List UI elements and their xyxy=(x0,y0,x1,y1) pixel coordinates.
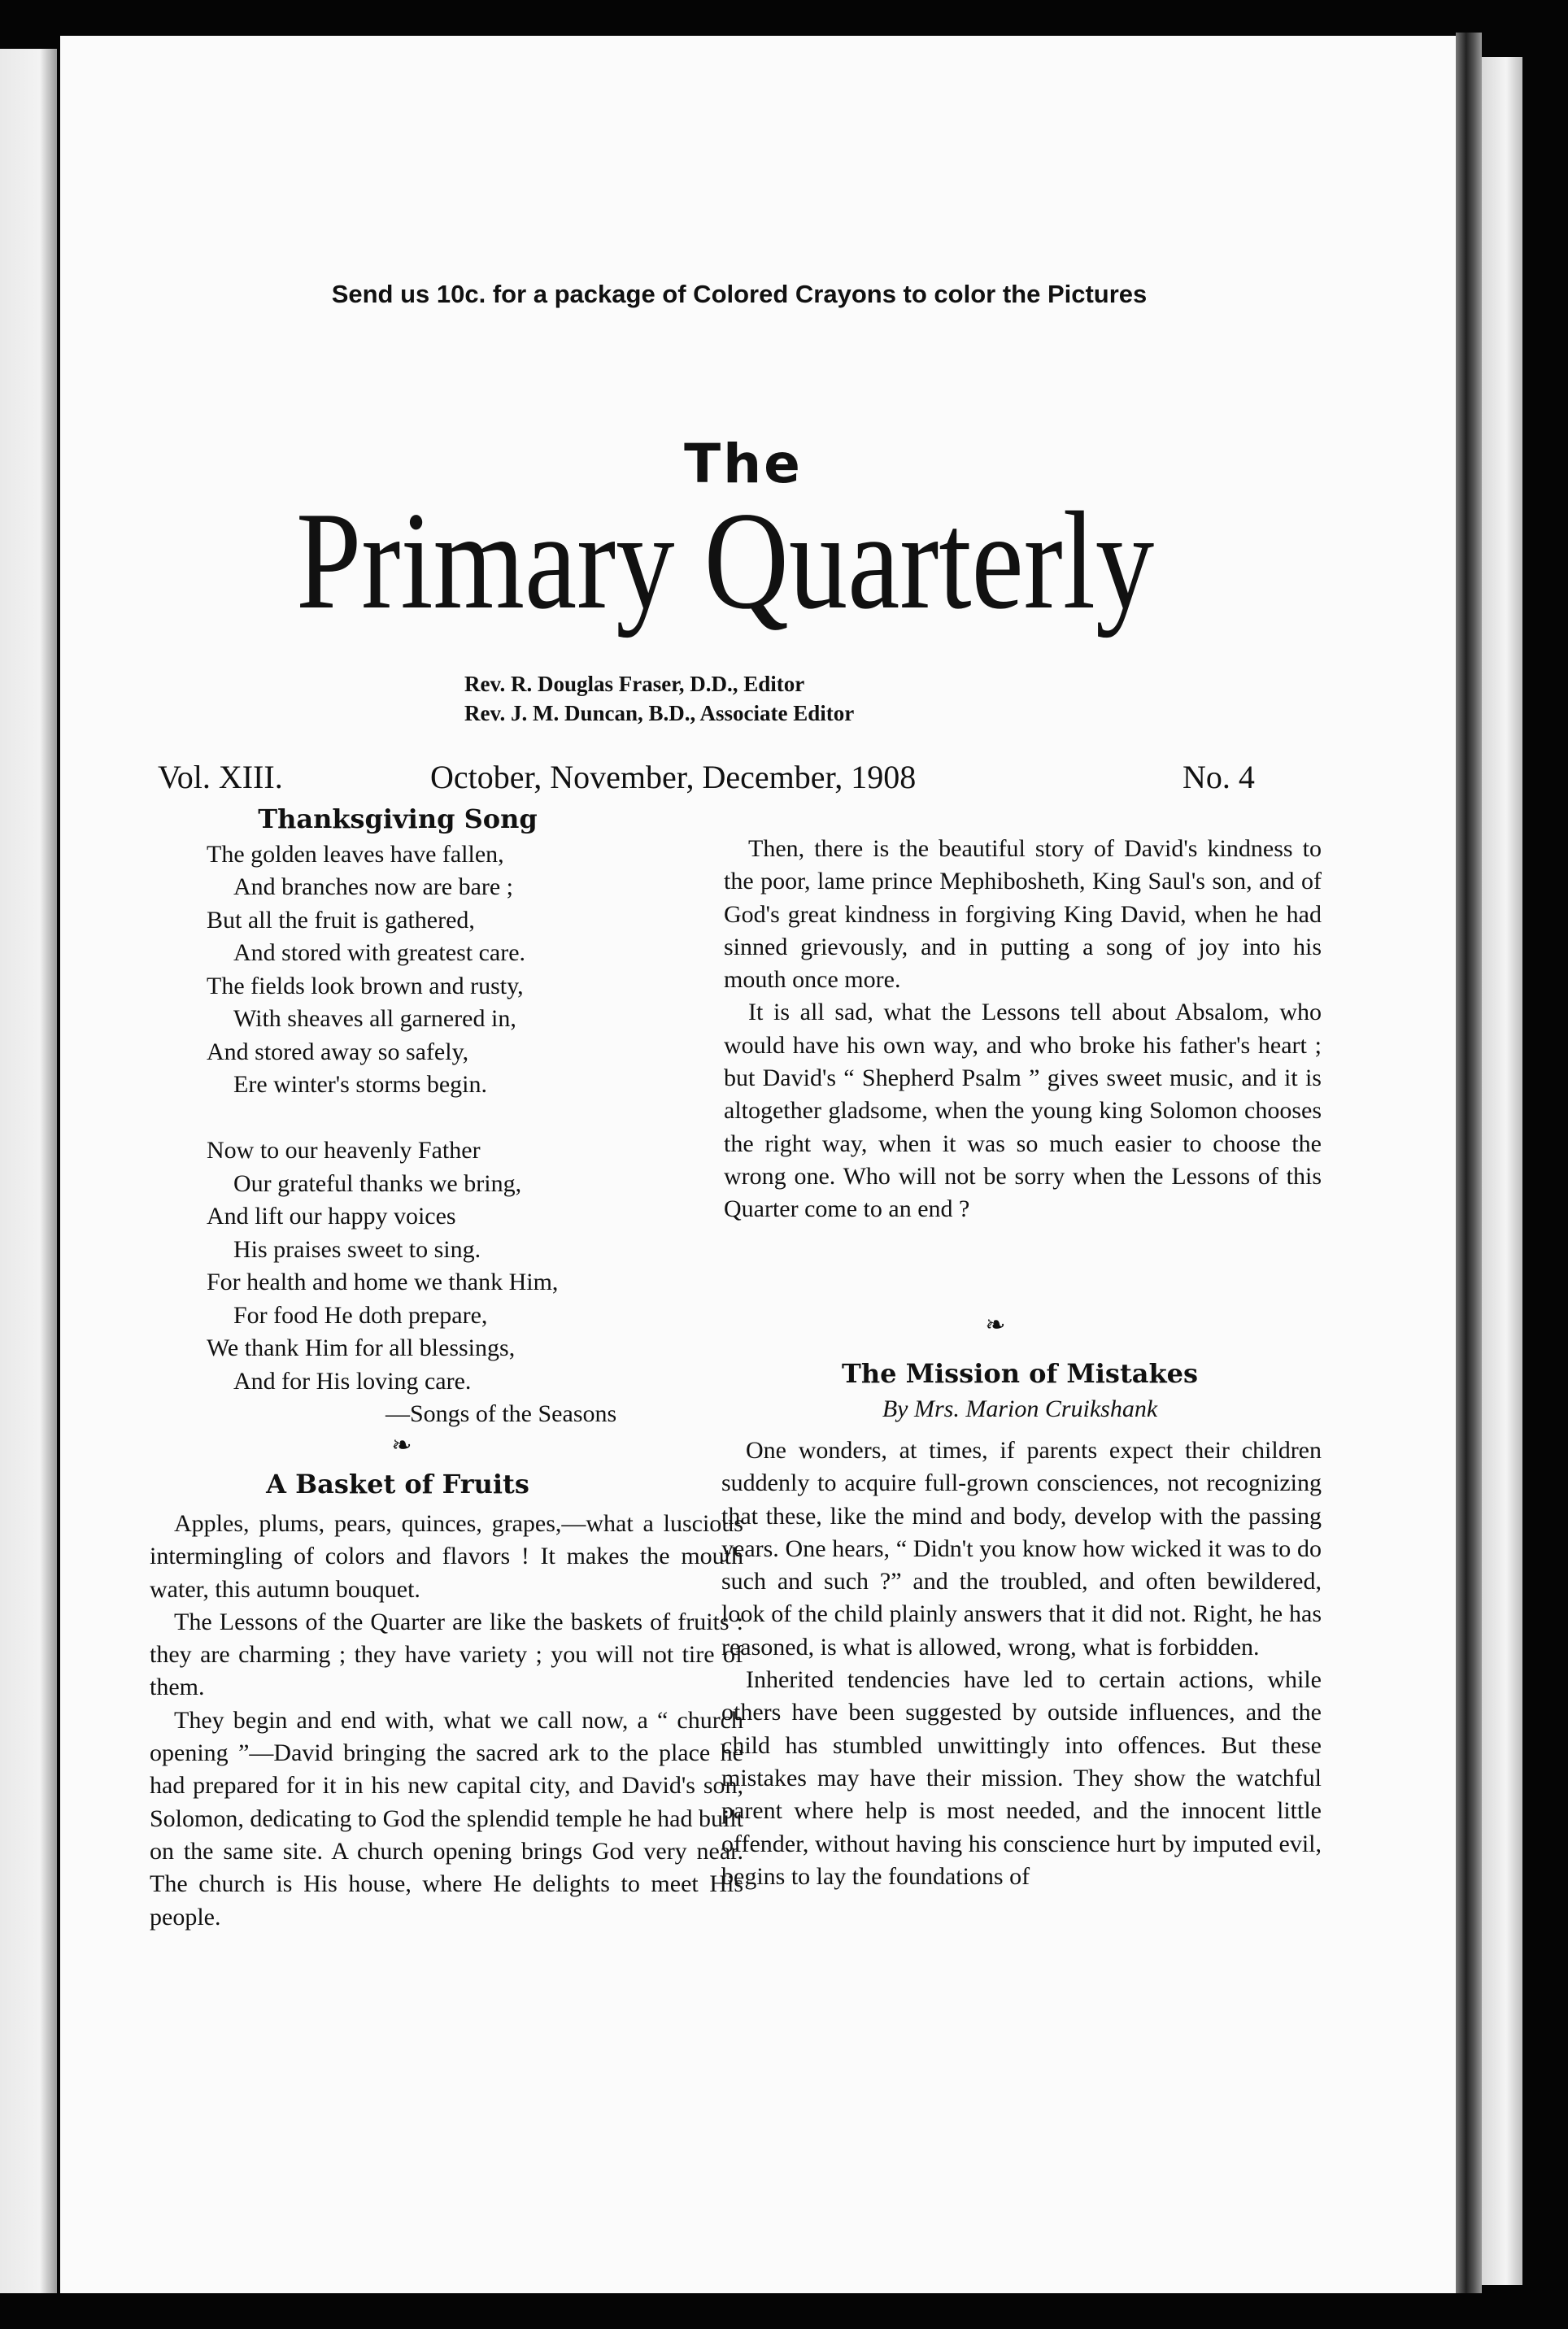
mission-byline: By Mrs. Marion Cruikshank xyxy=(882,1395,1158,1422)
paragraph: One wonders, at times, if parents expect their children suddenly to acquire full-grown consciences, not recognizing that these, like the mind and body, develop with the passing years. One hears, “ Didn't you know how wicked it was to do such and such ?” and the troubled, and often bewildered, look of the child plainly answers that it did not. Right, he has reasoned, is what is allowed, wrong, what is forbidden. xyxy=(721,1437,1322,1661)
poem-line: But all the fruit is gathered, xyxy=(207,907,475,934)
paragraph: It is all sad, what the Lessons tell about Absalom, who would have his own way, and who broke his father's heart ; but David's “ Shepherd Psalm ” gives sweet music, and it is altogether gladsome, when the young king Solomon chooses the right way, when it was so much easier to choose the wrong one. Who will not be sorry when the Lessons of this Quarter come to an end ? xyxy=(724,999,1322,1223)
poem-line: And branches now are bare ; xyxy=(233,873,514,900)
poem-line: And for His loving care. xyxy=(233,1368,472,1395)
issue-months: October, November, December, 1908 xyxy=(430,759,917,795)
poem-attribution: —Songs of the Seasons xyxy=(385,1400,617,1427)
crayons-promo: Send us 10c. for a package of Colored Crayons to color the Pictures xyxy=(331,280,1148,308)
paragraph: They begin and end with, what we call now, a “ church opening ”—David bringing the sacred ark to the place he had prepared for it in his new capital city, and David's son, Solomon, dedicating to God the splendid temple he had built on the same site. A church opening brings God very near. The church is His house, where He delights to meet His people. xyxy=(150,1706,743,1931)
masthead-title: Primary Quarterly xyxy=(296,484,1155,638)
mission-article xyxy=(721,1434,1322,1893)
poem-line: For food He doth prepare, xyxy=(233,1302,488,1329)
poem-line: The fields look brown and rusty, xyxy=(207,973,524,999)
basket-article-continued xyxy=(724,833,1322,1226)
paragraph: The Lessons of the Quarter are like the baskets of fruits : they are charming ; they have variety ; you will not tire of them. xyxy=(150,1608,743,1701)
scan-binding-shadow xyxy=(1456,33,1482,2293)
paragraph: Apples, plums, pears, quinces, grapes,—what a luscious intermingling of colors and flavors ! It makes the mouth water, this autumn bouquet. xyxy=(150,1510,743,1603)
mission-title: The Mission of Mistakes xyxy=(842,1358,1198,1389)
masthead-the: The xyxy=(684,433,803,495)
poem-line: The golden leaves have fallen, xyxy=(207,841,504,868)
basket-title: A Basket of Fruits xyxy=(266,1469,529,1500)
poem-line: For health and home we thank Him, xyxy=(207,1269,559,1295)
poem-line: And lift our happy voices xyxy=(207,1203,456,1230)
poem-line: And stored away so safely, xyxy=(207,1038,469,1065)
poem-line: And stored with greatest care. xyxy=(233,939,526,966)
poem-title: Thanksgiving Song xyxy=(258,803,538,834)
basket-article xyxy=(150,1508,743,1934)
poem-line: With sheaves all garnered in, xyxy=(233,1005,516,1032)
ornament-icon: ❧ xyxy=(985,1312,1006,1339)
poem-line: Our grateful thanks we bring, xyxy=(233,1170,522,1197)
scan-right-page-edge xyxy=(1482,57,1522,2285)
issue-number: No. 4 xyxy=(1183,759,1255,795)
paragraph: Inherited tendencies have led to certain actions, while others have been suggested by outside influences, and the child has stumbled unwittingly into offences. But these mistakes may have their mission. They show the watchful parent where help is most needed, and the innocent little offender, without having his conscience hurt by imputed evil, begins to lay the foundations of xyxy=(721,1666,1322,1890)
volume-number: Vol. XIII. xyxy=(158,759,283,795)
poem-line: Ere winter's storms begin. xyxy=(233,1071,488,1098)
scan-left-page-edge xyxy=(0,49,57,2293)
paragraph: Then, there is the beautiful story of David's kindness to the poor, lame prince Mephibosheth, King Saul's son, and of God's great kindness in forgiving King David, when he had sinned grievously, and in putting a song of joy into his mouth once more. xyxy=(724,835,1322,994)
ornament-icon: ❧ xyxy=(391,1432,412,1459)
associate-editor-credit: Rev. J. M. Duncan, B.D., Associate Editor xyxy=(464,701,855,725)
document-page xyxy=(60,36,1456,2293)
poem-line: Now to our heavenly Father xyxy=(207,1137,481,1164)
poem-line: His praises sweet to sing. xyxy=(233,1236,481,1263)
editor-credit: Rev. R. Douglas Fraser, D.D., Editor xyxy=(464,672,805,696)
poem-line: We thank Him for all blessings, xyxy=(207,1334,516,1361)
